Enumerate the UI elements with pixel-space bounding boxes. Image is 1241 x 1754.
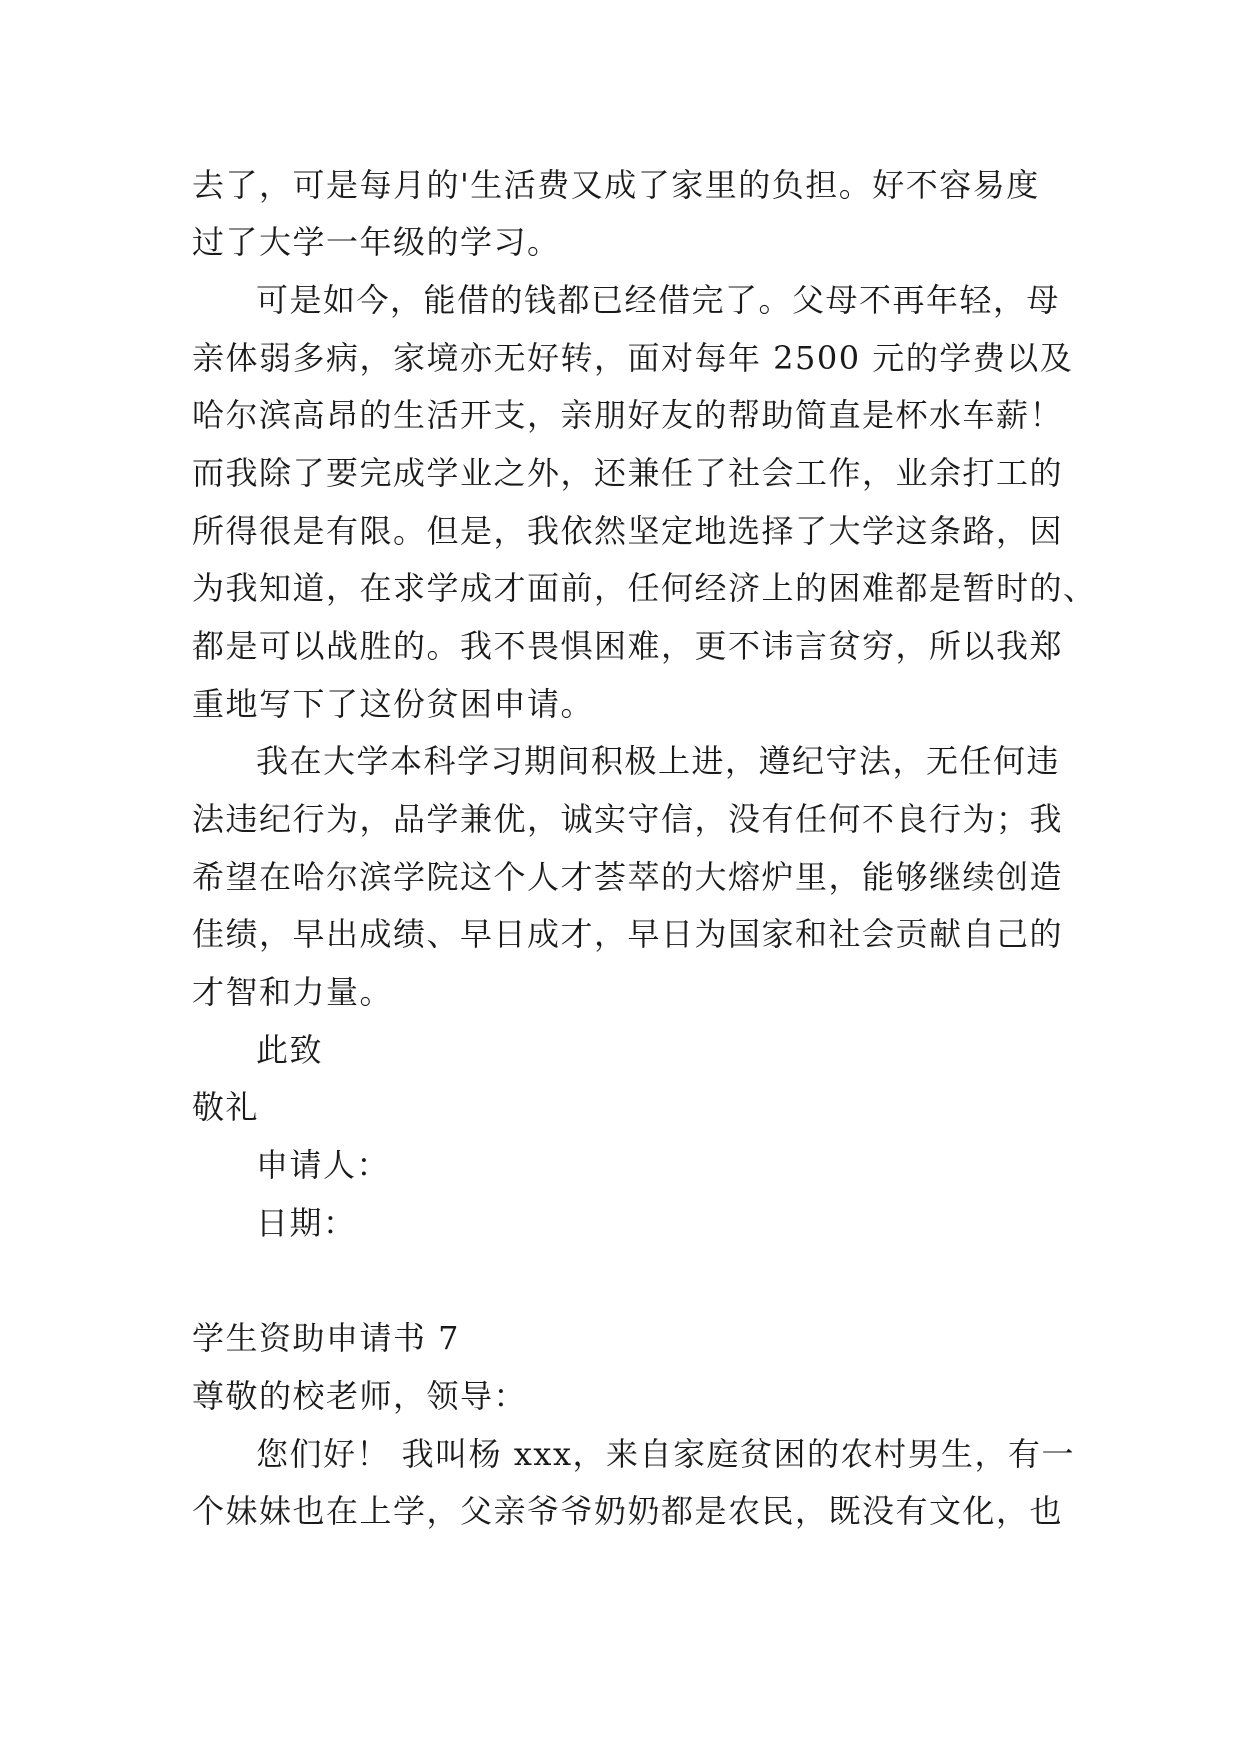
paragraph-line: 过了大学一年级的学习。 [192,223,561,261]
paragraph-line: 我在大学本科学习期间积极上进，遵纪守法，无任何违 [256,742,1061,780]
paragraph-line: 为我知道，在求学成才面前，任何经济上的困难都是暂时的、 [192,569,1097,607]
paragraph-line: 希望在哈尔滨学院这个人才荟萃的大熔炉里，能够继续创造 [192,858,1064,896]
closing-regards: 敬礼 [192,1088,260,1126]
paragraph-line: 才智和力量。 [192,973,394,1011]
paragraph-line: 可是如今，能借的钱都已经借完了。父母不再年轻，母 [256,281,1061,319]
paragraph-line: 佳绩，早出成绩、早日成才，早日为国家和社会贡献自己的 [192,915,1064,953]
paragraph-line: 个妹妹也在上学，父亲爷爷奶奶都是农民，既没有文化，也 [192,1492,1064,1530]
paragraph-line: 而我除了要完成学业之外，还兼任了社会工作，业余打工的 [192,454,1064,492]
paragraph-line: 去了，可是每月的'生活费又成了家里的负担。好不容易度 [192,166,1040,204]
greeting-line: 尊敬的校老师，领导： [192,1377,528,1415]
closing-salutation: 此致 [256,1031,324,1069]
paragraph-line: 都是可以战胜的。我不畏惧困难，更不讳言贫穷，所以我郑 [192,627,1064,665]
paragraph-line: 所得很是有限。但是，我依然坚定地选择了大学这条路，因 [192,512,1064,550]
section-title: 学生资助申请书 7 [192,1319,461,1357]
paragraph-line: 亲体弱多病，家境亦无好转，面对每年 2500 元的学费以及 [192,339,1074,377]
applicant-label: 申请人： [256,1146,391,1184]
paragraph-line: 重地写下了这份贫困申请。 [192,685,595,723]
date-label: 日期： [256,1204,357,1242]
paragraph-line: 您们好！ 我叫杨 xxx，来自家庭贫困的农村男生，有一 [256,1435,1075,1473]
paragraph-line: 哈尔滨高昂的生活开支，亲朋好友的帮助简直是杯水车薪！ [192,396,1064,434]
paragraph-line: 法违纪行为，品学兼优，诚实守信，没有任何不良行为；我 [192,800,1064,838]
